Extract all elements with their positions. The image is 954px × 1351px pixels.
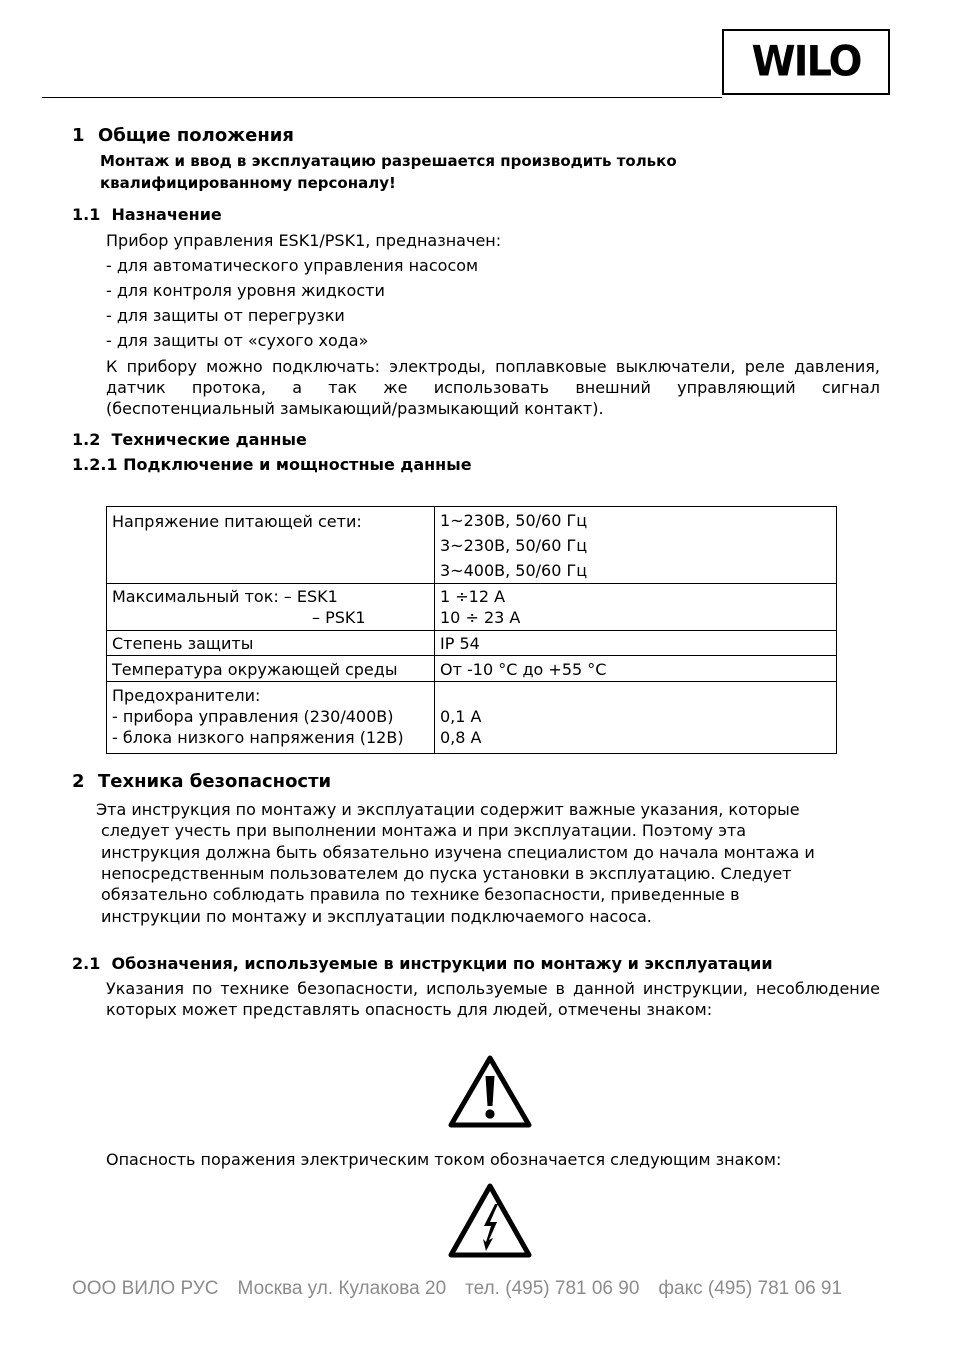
electric-hazard-icon — [446, 1180, 534, 1260]
table-cell-label — [107, 682, 435, 754]
section-2-1-title: Обозначения, используемые в инструкции по монтажу и эксплуатации — [111, 954, 773, 973]
purpose-intro: Прибор управления ESK1/PSK1, предназначен: — [106, 231, 502, 250]
supply-voltage-label: Напряжение питающей сети: — [112, 512, 362, 531]
safety-text-line-5: обязательно соблюдать правила по технике безопасности, приведенные в — [101, 885, 740, 904]
footer-phone: тел. (495) 781 06 90 — [465, 1278, 640, 1299]
section-1-1-heading — [72, 205, 222, 224]
section-1-1-title: Назначение — [111, 205, 222, 224]
table-row — [107, 507, 837, 584]
fuse-control-unit-value: 0,1 A — [440, 707, 482, 726]
footer-address: Москва ул. Кулакова 20 — [237, 1278, 447, 1299]
safety-text-line-2: следует учесть при выполнении монтажа и при эксплуатации. Поэтому эта — [101, 821, 747, 840]
section-2-1-heading — [72, 954, 773, 973]
safety-text-line-3: инструкция должна быть обязательно изучена специалистом до начала монтажа и — [101, 843, 815, 862]
table-cell-label — [107, 656, 435, 682]
purpose-item-2: - для контроля уровня жидкости — [106, 281, 385, 300]
section-1-2-1-heading — [72, 455, 472, 474]
connection-specs-table — [106, 506, 837, 754]
section-1-2-title: Технические данные — [111, 430, 307, 449]
connectable-devices-text: К прибору можно подключать: электроды, поплавковые выключатели, реле давления, датчик протока, а так же использовать внешний управляющий сигнал (беспотенциальный замыкающий/размыкающий контакт). — [106, 357, 880, 418]
max-current-esk1-value: 1 ÷12 A — [440, 587, 506, 606]
fuses-value-blank — [440, 685, 831, 706]
section-1-title: Общие положения — [98, 125, 294, 146]
table-cell-value — [435, 631, 837, 656]
section-1-2-1-number: 1.2.1 — [72, 455, 118, 474]
section-2-number: 2 — [72, 771, 85, 792]
section-2-heading — [72, 771, 331, 792]
ambient-temp-value: От -10 °С до +55 °С — [440, 660, 607, 679]
table-cell-value — [435, 656, 837, 682]
note-line-2: квалифицированному персоналу! — [100, 174, 396, 192]
section-1-number: 1 — [72, 125, 85, 146]
fuses-label: Предохранители: — [112, 686, 261, 705]
warning-triangle-icon — [446, 1052, 534, 1130]
fuse-control-unit-label: - прибора управления (230/400В) — [112, 707, 394, 726]
voltage-value-3: 3~400В, 50/60 Гц — [440, 561, 588, 580]
header-divider — [42, 97, 722, 98]
max-current-esk1-label: Максимальный ток: – ESK1 — [112, 587, 338, 606]
purpose-item-1: - для автоматического управления насосом — [106, 256, 479, 275]
section-1-1-number: 1.1 — [72, 205, 101, 224]
footer-fax: факс (495) 781 06 91 — [658, 1278, 843, 1299]
table-cell-label — [107, 584, 435, 631]
max-current-psk1-label: – PSK1 — [312, 608, 366, 627]
table-row — [107, 656, 837, 682]
voltage-value-2: 3~230В, 50/60 Гц — [440, 536, 588, 555]
table-cell-value — [435, 584, 837, 631]
safety-text-line-4: непосредственным пользователем до пуска установки в эксплуатацию. Следует — [101, 864, 792, 883]
table-cell-value — [435, 507, 837, 584]
voltage-value-1: 1~230В, 50/60 Гц — [440, 511, 588, 530]
fuse-low-voltage-value: 0,8 A — [440, 728, 482, 747]
table-cell-label — [107, 507, 435, 584]
purpose-item-3: - для защиты от перегрузки — [106, 306, 345, 325]
table-cell-label — [107, 631, 435, 656]
safety-text-line-1: Эта инструкция по монтажу и эксплуатации содержит важные указания, которые — [96, 800, 800, 819]
protection-class-value: IP 54 — [440, 634, 480, 653]
section-1-heading — [72, 125, 294, 146]
fuse-low-voltage-label: - блока низкого напряжения (12В) — [112, 728, 404, 747]
section-1-2-number: 1.2 — [72, 430, 101, 449]
section-1-2-heading — [72, 430, 307, 449]
qualified-personnel-note — [100, 150, 677, 194]
purpose-item-4: - для защиты от «сухого хода» — [106, 331, 369, 350]
wilo-logo — [722, 29, 890, 95]
electric-hazard-text: Опасность поражения электрическим током обозначается следующим знаком: — [106, 1150, 782, 1169]
table-row — [107, 584, 837, 631]
section-2-title: Техника безопасности — [98, 771, 332, 792]
ambient-temp-label: Температура окружающей среды — [112, 660, 398, 679]
table-row — [107, 631, 837, 656]
section-1-2-1-title: Подключение и мощностные данные — [123, 455, 472, 474]
note-line-1: Монтаж и ввод в эксплуатацию разрешается производить только — [100, 152, 677, 170]
table-row — [107, 682, 837, 754]
protection-class-label: Степень защиты — [112, 634, 254, 653]
safety-symbols-text: Указания по технике безопасности, используемые в данной инструкции, несоблюдение которых может представлять опасность для людей, отмечены знаком: — [106, 979, 880, 1019]
table-cell-value — [435, 682, 837, 754]
safety-text-line-6: инструкции по монтажу и эксплуатации подключаемого насоса. — [101, 907, 652, 926]
footer-company: ООО ВИЛО РУС — [72, 1278, 219, 1299]
section-2-1-number: 2.1 — [72, 954, 101, 973]
footer-contacts — [72, 1278, 842, 1300]
max-current-psk1-value: 10 ÷ 23 A — [440, 608, 521, 627]
logo-text: WILO — [751, 37, 861, 87]
